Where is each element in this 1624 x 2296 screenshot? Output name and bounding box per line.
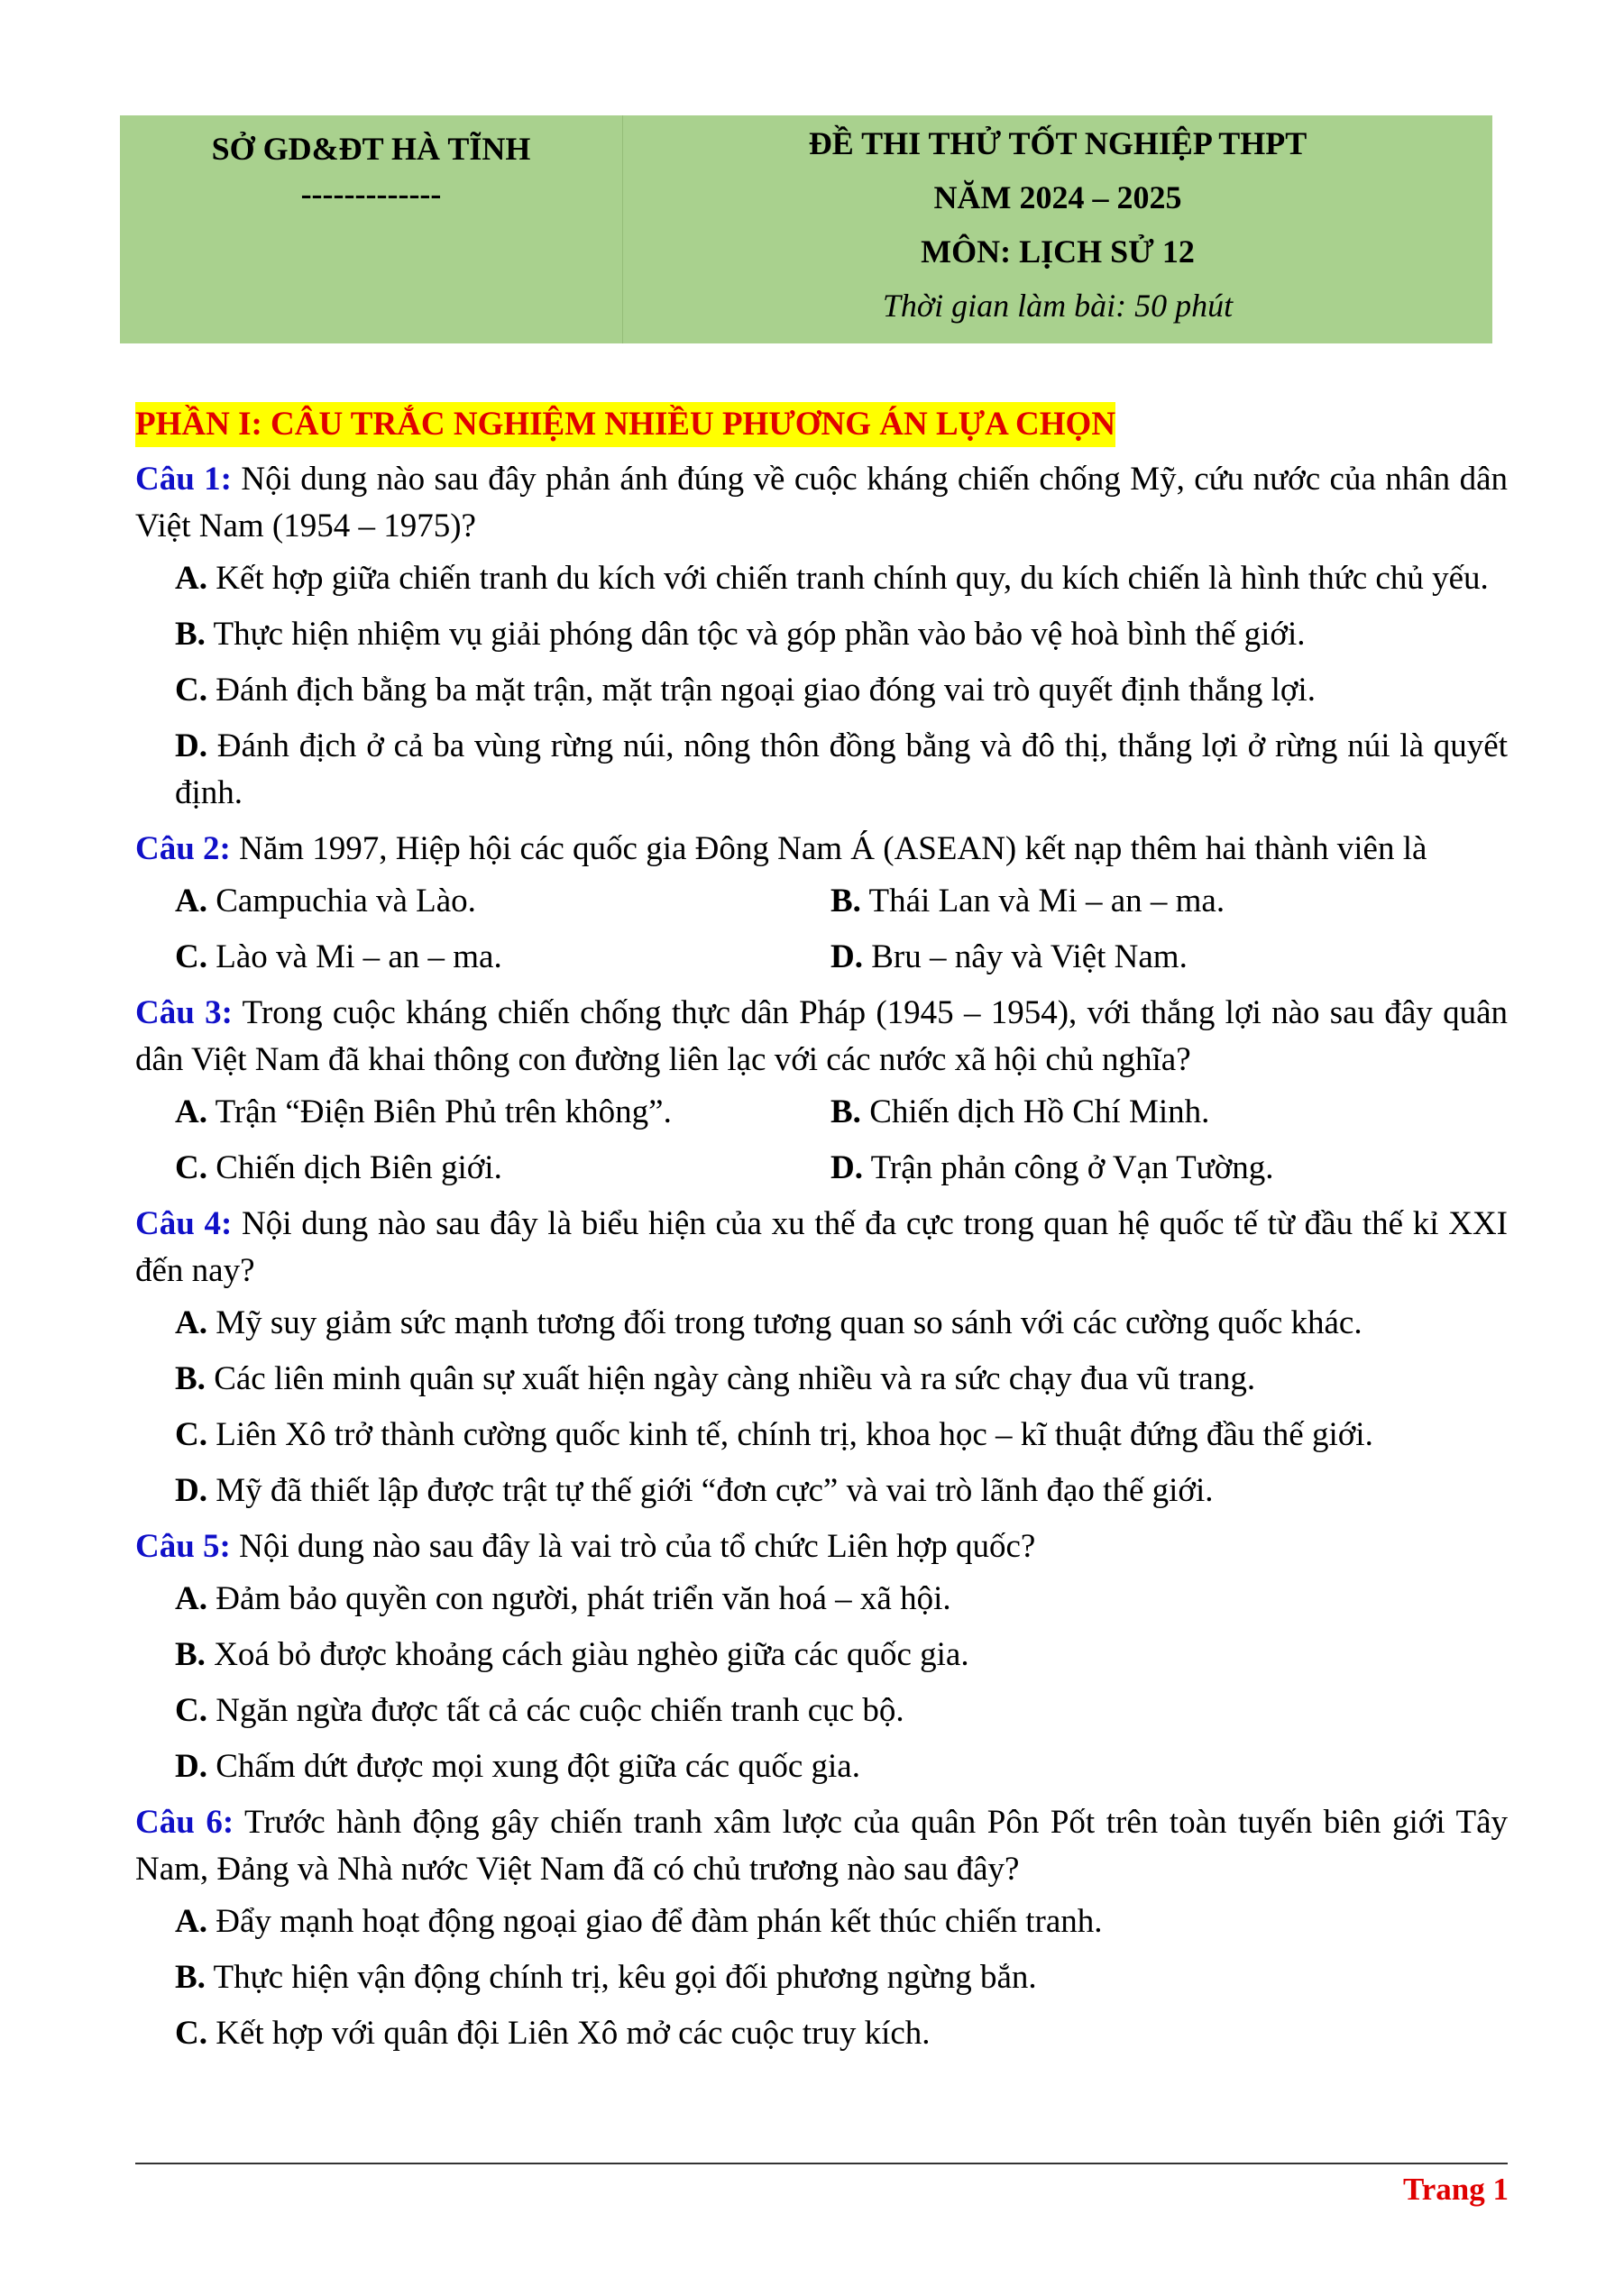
option-label: A. — [175, 1304, 207, 1341]
option-text: Lào và Mi – an – ma. — [206, 938, 502, 975]
option-3c — [175, 1145, 830, 1192]
option-label: A. — [175, 1093, 207, 1130]
option-row — [175, 1089, 1508, 1136]
option-6b — [175, 1954, 1508, 2001]
option-row — [175, 934, 1508, 981]
option-5d — [175, 1743, 1508, 1790]
question-number: Câu 2: — [135, 830, 231, 867]
question-text: Nội dung nào sau đây phản ánh đúng về cuộc kháng chiến chống Mỹ, cứu nước của nhân dân Việt Nam (1954 – 1975)? — [135, 461, 1508, 544]
option-text: Bru – nây và Việt Nam. — [862, 938, 1188, 975]
option-text: Kết hợp giữa chiến tranh du kích với chiến tranh chính quy, du kích chiến là hình thức chủ yếu. — [206, 560, 1489, 597]
option-label: C. — [175, 2015, 207, 2052]
exam-content — [135, 402, 1508, 2066]
option-label: D. — [175, 1748, 207, 1785]
option-3d — [830, 1145, 1486, 1192]
option-label: B. — [175, 1360, 206, 1397]
option-label: D. — [830, 1149, 863, 1186]
section-title: PHẦN I: CÂU TRẮC NGHIỆM NHIỀU PHƯƠNG ÁN LỰA CHỌN — [135, 402, 1115, 447]
header-divider: ------------- — [300, 176, 442, 212]
option-label: A. — [175, 883, 207, 919]
question-text: Trong cuộc kháng chiến chống thực dân Pháp (1945 – 1954), với thắng lợi nào sau đây quân dân Việt Nam đã khai thông con đường liên lạc với các nước xã hội chủ nghĩa? — [135, 994, 1508, 1078]
question-text: Nội dung nào sau đây là biểu hiện của xu thế đa cực trong quan hệ quốc tế từ đầu thế kỉ XXI đến nay? — [135, 1205, 1508, 1289]
option-text: Đánh địch ở cả ba vùng rừng núi, nông thôn đồng bằng và đô thị, thắng lợi ở rừng núi là quyết định. — [175, 727, 1508, 811]
option-text: Chấm dứt được mọi xung đột giữa các quốc gia. — [206, 1748, 860, 1785]
question-text: Năm 1997, Hiệp hội các quốc gia Đông Nam Á (ASEAN) kết nạp thêm hai thành viên là — [230, 830, 1427, 867]
option-5a — [175, 1576, 1508, 1623]
option-text: Mỹ suy giảm sức mạnh tương đối trong tương quan so sánh với các cường quốc khác. — [206, 1304, 1363, 1341]
option-2a — [175, 878, 830, 925]
option-text: Liên Xô trở thành cường quốc kinh tế, chính trị, khoa học – kĩ thuật đứng đầu thế giới. — [206, 1416, 1373, 1453]
option-text: Ngăn ngừa được tất cả các cuộc chiến tranh cục bộ. — [206, 1692, 904, 1729]
option-4a — [175, 1300, 1508, 1347]
question-text: Nội dung nào sau đây là vai trò của tổ chức Liên hợp quốc? — [230, 1528, 1036, 1565]
option-2c — [175, 934, 830, 981]
option-row — [175, 1145, 1508, 1192]
question-number: Câu 3: — [135, 994, 233, 1031]
department-name: SỞ GD&ĐT HÀ TĨNH — [211, 131, 531, 167]
question-number: Câu 4: — [135, 1205, 233, 1242]
option-label: C. — [175, 672, 207, 709]
option-text: Chiến dịch Hồ Chí Minh. — [860, 1093, 1210, 1130]
option-label: B. — [175, 616, 206, 653]
option-1c — [175, 667, 1508, 714]
exam-header — [120, 115, 1492, 343]
exam-year: NĂM 2024 – 2025 — [933, 179, 1182, 215]
option-text: Chiến dịch Biên giới. — [206, 1149, 502, 1186]
option-text: Campuchia và Lào. — [206, 883, 476, 919]
option-3b — [830, 1089, 1486, 1136]
option-2d — [830, 934, 1486, 981]
option-label: C. — [175, 938, 207, 975]
question-4 — [135, 1201, 1508, 1294]
option-label: D. — [830, 938, 863, 975]
header-left — [120, 115, 623, 343]
option-text: Trận phản công ở Vạn Tường. — [862, 1149, 1274, 1186]
option-text: Đảm bảo quyền con người, phát triển văn hoá – xã hội. — [206, 1580, 951, 1617]
option-text: Thái Lan và Mi – an – ma. — [860, 883, 1225, 919]
page-number: Trang 1 — [1403, 2172, 1509, 2207]
option-3a — [175, 1089, 830, 1136]
option-label: B. — [830, 1093, 861, 1130]
option-row — [175, 878, 1508, 925]
option-1a — [175, 555, 1508, 602]
option-label: D. — [175, 727, 207, 764]
option-text: Các liên minh quân sự xuất hiện ngày càng nhiều và ra sức chạy đua vũ trang. — [205, 1360, 1256, 1397]
option-4b — [175, 1356, 1508, 1403]
option-6a — [175, 1898, 1508, 1945]
exam-duration: Thời gian làm bài: 50 phút — [882, 288, 1234, 324]
option-text: Trận “Điện Biên Phủ trên không”. — [206, 1093, 672, 1130]
option-text: Xoá bỏ được khoảng cách giàu nghèo giữa các quốc gia. — [205, 1636, 969, 1673]
question-5 — [135, 1523, 1508, 1570]
option-text: Kết hợp với quân đội Liên Xô mở các cuộc truy kích. — [206, 2015, 931, 2052]
option-label: B. — [830, 883, 861, 919]
question-number: Câu 6: — [135, 1804, 234, 1841]
option-5c — [175, 1688, 1508, 1734]
header-right — [623, 115, 1492, 343]
question-2 — [135, 826, 1508, 873]
option-label: C. — [175, 1416, 207, 1453]
option-2b — [830, 878, 1486, 925]
option-label: B. — [175, 1959, 206, 1996]
option-label: D. — [175, 1472, 207, 1509]
option-label: A. — [175, 560, 207, 597]
question-1 — [135, 456, 1508, 550]
option-label: C. — [175, 1692, 207, 1729]
exam-title: ĐỀ THI THỬ TỐT NGHIỆP THPT — [808, 125, 1307, 161]
option-label: A. — [175, 1580, 207, 1617]
option-text: Thực hiện nhiệm vụ giải phóng dân tộc và góp phần vào bảo vệ hoà bình thế giới. — [205, 616, 1306, 653]
option-4c — [175, 1412, 1508, 1459]
option-text: Đánh địch bằng ba mặt trận, mặt trận ngoại giao đóng vai trò quyết định thắng lợi. — [206, 672, 1316, 709]
question-number: Câu 1: — [135, 461, 233, 498]
option-5b — [175, 1632, 1508, 1679]
option-text: Mỹ đã thiết lập được trật tự thế giới “đơn cực” và vai trò lãnh đạo thế giới. — [206, 1472, 1214, 1509]
question-number: Câu 5: — [135, 1528, 231, 1565]
question-3 — [135, 990, 1508, 1084]
question-6 — [135, 1799, 1508, 1893]
footer-divider — [135, 2163, 1508, 2164]
option-text: Thực hiện vận động chính trị, kêu gọi đối phương ngừng bắn. — [205, 1959, 1037, 1996]
question-text: Trước hành động gây chiến tranh xâm lược của quân Pôn Pốt trên toàn tuyến biên giới Tây Nam, Đảng và Nhà nước Việt Nam đã có chủ trương nào sau đây? — [135, 1804, 1508, 1888]
option-6c — [175, 2010, 1508, 2057]
option-4d — [175, 1468, 1508, 1514]
option-1b — [175, 611, 1508, 658]
option-label: C. — [175, 1149, 207, 1186]
option-label: A. — [175, 1903, 207, 1940]
option-text: Đẩy mạnh hoạt động ngoại giao để đàm phán kết thúc chiến tranh. — [206, 1903, 1103, 1940]
exam-subject: MÔN: LỊCH SỬ 12 — [921, 233, 1195, 270]
option-1d — [175, 723, 1508, 817]
option-label: B. — [175, 1636, 206, 1673]
